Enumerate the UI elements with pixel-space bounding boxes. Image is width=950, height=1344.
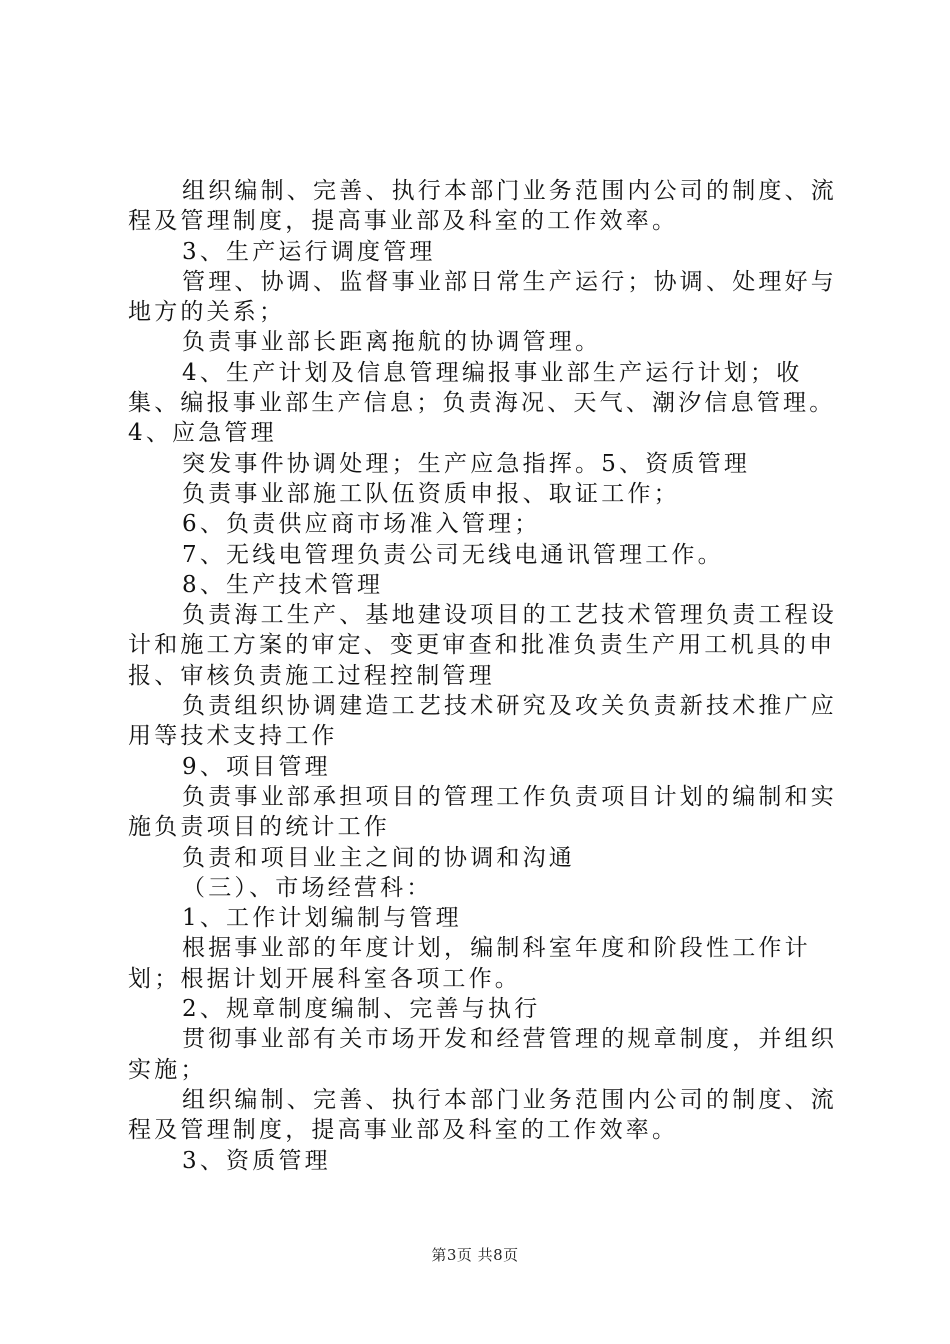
paragraph: 负责和项目业主之间的协调和沟通 (182, 844, 575, 871)
document-body (128, 176, 838, 1176)
section-heading: （三）、市场经营科： (182, 874, 433, 901)
paragraph: 突发事件协调处理；生产应急指挥。5、资质管理 (182, 450, 751, 477)
paragraph: 负责事业部承担项目的管理工作负责项目计划的编制和实施负责项目的统计工作 (128, 783, 837, 841)
paragraph: 4、生产计划及信息管理编报事业部生产运行计划；收集、编报事业部生产信息；负责海况、天气、潮汐信息管理。4、应急管理 (128, 359, 836, 447)
paragraph: 组织编制、完善、执行本部门业务范围内公司的制度、流程及管理制度，提高事业部及科室的工作效率。 (128, 178, 837, 235)
section-heading: 3、生产运行调度管理 (182, 238, 436, 265)
paragraph: 负责海工生产、基地建设项目的工艺技术管理负责工程设计和施工方案的审定、变更审查和批准负责生产用工机具的申报、审核负责施工过程控制管理 (128, 602, 837, 689)
paragraph: 组织编制、完善、执行本部门业务范围内公司的制度、流程及管理制度，提高事业部及科室的工作效率。 (128, 1086, 837, 1144)
section-heading: 1、工作计划编制与管理 (182, 905, 462, 932)
paragraph: 管理、协调、监督事业部日常生产运行；协调、处理好与地方的关系； (128, 268, 837, 326)
page-number-footer: 第3页 共8页 (431, 1246, 519, 1264)
paragraph: 7、无线电管理负责公司无线电通讯管理工作。 (182, 541, 724, 568)
paragraph: 负责组织协调建造工艺技术研究及攻关负责新技术推广应用等技术支持工作 (128, 693, 837, 750)
paragraph: 根据事业部的年度计划，编制科室年度和阶段性工作计划；根据计划开展科室各项工作。 (128, 935, 811, 992)
paragraph: 贯彻事业部有关市场开发和经营管理的规章制度，并组织实施； (128, 1026, 837, 1083)
paragraph: 6、负责供应商市场准入管理； (182, 511, 541, 538)
section-heading: 8、生产技术管理 (182, 571, 384, 598)
paragraph: 负责事业部长距离拖航的协调管理。 (182, 329, 602, 356)
paragraph: 负责事业部施工队伍资质申报、取证工作； (182, 480, 680, 507)
section-heading: 3、资质管理 (182, 1147, 331, 1174)
section-heading: 9、项目管理 (182, 753, 331, 780)
section-heading: 2、规章制度编制、完善与执行 (182, 996, 541, 1023)
